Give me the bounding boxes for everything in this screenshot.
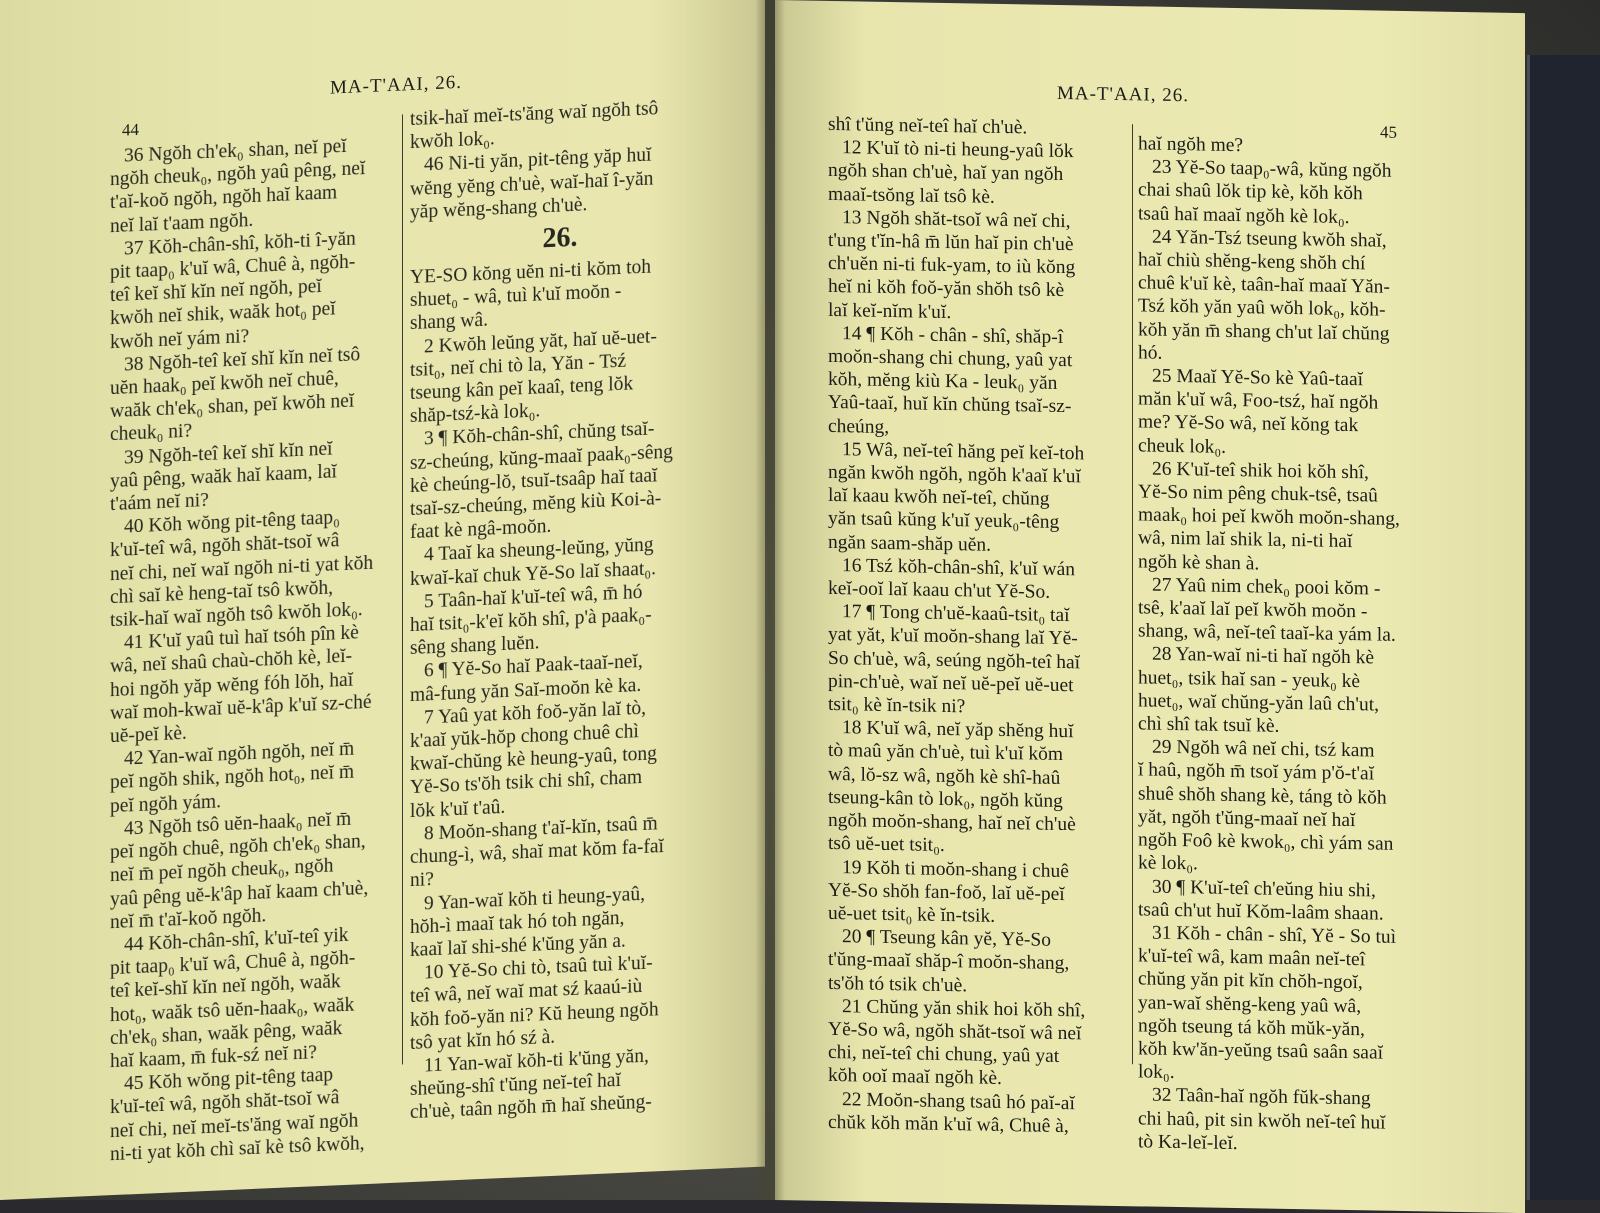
text-line: keĭ-ooĭ laĭ kaau ch'ut Yĕ-So. [828,577,1051,603]
text-line: 9 Yan-waĭ kŏh ti heung-yaû, [424,883,645,914]
text-line: yaû pêng uĕ-k'âp haĭ kaam ch'uè, [110,877,369,910]
text-line: tsê, k'aaĭ laĭ peĭ kwŏh moŏn - [1138,597,1368,623]
text-line: pit taap₀ k'uĭ wâ, Chuê à, ngŏh- [110,947,356,980]
text-line: t'ŭng-maaĭ shăp-î moŏn-shang, [828,949,1070,975]
text-line: tsit₀, neĭ chi tò la, Yăn - Tsź [410,350,627,381]
text-line: 23 Yĕ-So taap₀-wâ, kŭng ngŏh [1152,156,1392,182]
text-line: 41 K'uĭ yaû tuì haĭ tsóh pîn kè [124,622,359,654]
text-line: Tsź kŏh yăn yaû wŏh lok₀, kŏh- [1138,295,1386,322]
text-line: tseung-kân tò lok₀, ngŏh kŭng [828,786,1063,812]
text-line: kŏh, mĕng kiù Ka - leuk₀ yăn [828,369,1058,395]
text-line: 2 Kwŏh leŭng yăt, haĭ uĕ-uet- [424,325,657,358]
text-line: k'uĭ-teî wâ, ngŏh shăt-tsoĭ wâ [110,530,340,562]
column-2-bottom-text [410,253,710,1125]
text-line: cheuk₀ ni? [110,421,193,446]
column-divider [1132,124,1133,1064]
text-line: 29 Ngŏh wâ neĭ chi, tsź kam [1152,736,1375,762]
text-line: chi haû, pit sin kwŏh neĭ-teî huĭ [1138,1107,1386,1134]
text-line: tsaû haĭ maaĭ ngŏh kè lok₀. [1138,202,1350,228]
text-line: hŏh-ì maaĭ tak hó toh ngăn, [410,907,625,938]
text-line: ngŏh Foô kè kwok₀, chì yám san [1138,829,1394,855]
text-line: kwŏh lok₀. [410,128,495,154]
text-line: shang, wâ, neĭ-teî taaĭ-ka yám la. [1138,620,1396,647]
text-line: kŏh ooĭ maaĭ ngŏh kè. [828,1065,1002,1090]
text-line: 24 Yăn-Tsź tseung kwŏh shaĭ, [1152,226,1387,252]
text-line: ngŏh moŏn-shang, haĭ neĭ ch'uè [828,810,1076,836]
text-line: neĭ chi, neĭ waĭ ngŏh ni-ti yat kŏh [110,552,374,585]
text-line: ngŏh kè shan à. [1138,550,1260,575]
text-line: hoi ngŏh yăp wĕng fóh lŏh, haĭ [110,669,354,701]
text-line: kaaĭ laĭ shi-shé k'ŭng yăn a. [410,930,626,962]
text-line: shuet₀ - wâ, tuì k'uĭ moŏn - [410,281,622,312]
text-line: tsit₀ kè ĭn-tsik ni? [828,694,966,718]
text-line: 7 Yaû yat kŏh foŏ-yăn laĭ tò, [424,697,647,729]
text-line: t'aĭ-koŏ ngŏh, ngŏh haĭ kaam [110,182,338,214]
text-line: tsik-haĭ meĭ-ts'ăng waĭ ngŏh tsô [410,98,659,131]
text-line: faat kè ngâ-moŏn. [410,516,552,544]
right-page-number: 45 [1380,122,1397,142]
text-line: pin-ch'uè, waĭ neĭ uĕ-peĭ uĕ-uet [828,670,1074,697]
text-line: chung-ì, wâ, shaĭ mat kŏm fa-faĭ [410,836,664,869]
left-page-number: 44 [122,119,139,140]
text-line: t'aám neĭ ni? [110,489,209,516]
text-line: uĕn haak₀ peĭ kwŏh neĭ chuê, [110,368,339,400]
text-line: pit taap₀ k'uĭ wâ, Chuê à, ngŏh- [110,251,356,284]
text-line: 30 ¶ K'uĭ-teî ch'eŭng hiu shi, [1152,876,1376,901]
text-line: 45 Kŏh wŏng pit-têng taap [124,1064,334,1095]
text-line: shang wâ. [410,310,488,335]
text-line: ĭ haû, ngŏh m̄ tsoĭ yám p'ŏ-t'aĭ [1138,759,1375,785]
text-line: neĭ chi, neĭ meĭ-ts'ăng waĭ ngŏh [110,1109,359,1142]
text-line: huet₀, tsik haĭ san - yeuk₀ kè [1138,667,1361,692]
text-line: YE-SO kŏng uĕn ni-ti kŏm toh [410,256,652,289]
text-line: peĭ ngŏh chuê, ngŏh ch'ek₀ shan, [110,831,366,864]
left-page-column-2 [410,95,710,1125]
text-line: 31 Kŏh - chân - shî, Yĕ - So tuì [1152,922,1397,948]
text-line: 11 Yan-waĭ kŏh-ti k'ŭng yăn, [424,1045,649,1077]
text-line: maaĭ-tsŏng laĭ tsô kè. [828,183,995,208]
text-line: haĭ chiù shĕng-keng shŏh chí [1138,249,1366,275]
text-line: chì saĭ kè heng-taĭ tsô kwŏh, [110,577,334,609]
text-line: 22 Moŏn-shang tsaû hó paĭ-aĭ [842,1088,1075,1114]
text-line: teî wâ, neĭ waĭ mat sź kaaú-iù [410,976,643,1008]
text-line: 25 Maaĭ Yĕ-So kè Yaû-taaĭ [1152,365,1364,391]
text-line: Yĕ-So ts'ŏh tsik chi shî, cham [410,767,643,799]
text-line: teî keĭ-shĭ kĭn neĭ ngŏh, waăk [110,971,341,1003]
text-line: chŭng yăn pit kĭn chŏh-ngoĭ, [1138,968,1363,994]
text-line: neĭ laĭ t'aam ngŏh. [110,209,254,237]
book-gutter [755,0,785,1200]
text-line: kè lok₀. [1138,852,1198,875]
text-line: Yĕ-So shŏh fan-foŏ, laĭ uĕ-peĭ [828,879,1065,905]
left-page-header: MA-T'AAI, 26. [330,71,462,99]
text-line: kwŏh neĭ shik, waăk hot₀ peĭ [110,298,336,330]
text-line: peĭ ngŏh yám. [110,791,222,817]
text-line: 8 Moŏn-shang t'aĭ-kĭn, tsaû m̄ [424,813,658,845]
text-line: 26 K'uĭ-teî shik hoi kŏh shî, [1152,458,1369,484]
text-line: heĭ ni kŏh foŏ-yăn shŏh tsô kè [828,276,1065,302]
text-line: ts'ŏh tó tsik ch'uè. [828,972,968,996]
text-line: sz-cheúng, kŭng-maaĭ paak₀-sêng [410,441,673,474]
text-line: chuê k'uĭ kè, taân-haĭ maaĭ Yăn- [1138,272,1390,298]
text-line: 32 Taân-haĭ ngŏh fŭk-shang [1152,1084,1371,1110]
text-line: 27 Yaû nim chek₀ pooi kŏm - [1152,574,1381,600]
text-line: Yaû-taaĭ, huĭ kĭn chŭng tsaĭ-sz- [828,392,1072,418]
text-line: mâ-fung yăn Saĭ-moŏn kè ka. [410,674,642,706]
right-page-header: MA-T'AAI, 26. [1057,82,1189,107]
text-line: ch'uè, taân ngŏh m̄ haĭ sheŭng- [410,1091,652,1124]
text-line: moŏn-shang chi chung, yaû yat [828,345,1073,372]
text-line: 20 ¶ Tseung kân yĕ, Yĕ-So [842,926,1051,951]
text-line: yaû pêng, waăk haĭ kaam, laĭ [110,461,337,493]
text-line: kŏh foŏ-yăn ni? Kŭ heung ngŏh [410,998,659,1031]
text-line: 42 Yan-waĭ ngŏh ngŏh, neĭ m̄ [124,738,355,770]
text-line: tsaĭ-sz-cheúng, mĕng kiù Koi-à- [410,488,662,521]
text-line: Yĕ-So wâ, ngŏh shăt-tsoĭ wâ neĭ [828,1018,1082,1045]
text-line: kè cheúng-lŏ, tsuĭ-tsaâp haĭ taaĭ [410,465,658,497]
text-line: măn k'uĭ wâ, Foo-tsź, haĭ ngŏh [1138,388,1379,414]
text-line: wĕng yĕng ch'uè, waĭ-haĭ î-yăn [410,168,654,200]
text-line: neĭ m̄ peĭ ngŏh cheuk₀, ngŏh [110,855,334,887]
text-line: ngŏh shan ch'uè, haĭ yan ngŏh [828,160,1064,186]
text-line: haĭ ngŏh me? [1138,133,1244,157]
text-line: yan-waĭ shĕng-keng yaû wâ, [1138,991,1362,1017]
text-line: shî t'ŭng neĭ-teî haĭ ch'uè. [828,113,1028,139]
text-line: 36 Ngŏh ch'ek₀ shan, neĭ peĭ [124,135,347,167]
text-line: waĭ moh-kwaĭ uĕ-k'âp k'uĭ sz-ché [110,691,372,725]
text-line: cheúng, [828,415,890,438]
text-line: tsô yat kĭn hó sź à. [410,1026,556,1054]
text-line: ngŏh cheuk₀, ngŏh yaû pêng, neĭ [110,158,366,191]
text-line: kŏh yăn m̄ shang ch'ut laĭ chŭng [1138,318,1390,345]
text-line: haĭ kaam, m̄ fuk-sź neĭ ni? [110,1042,317,1073]
left-page [0,0,765,1200]
text-line: cheuk lok₀. [1138,434,1227,458]
text-line: uĕ-peĭ kè. [110,722,187,748]
text-line: teî keĭ shĭ kĭn neĭ ngŏh, peĭ [110,276,322,307]
text-line: yăt, ngŏh t'ŭng-maaĭ neĭ haĭ [1138,806,1356,832]
text-line: 16 Tsź kŏh-chân-shî, k'uĭ wán [842,555,1076,581]
text-line: hó. [1138,342,1163,364]
text-line: wâ, lŏ-sz wâ, ngŏh kè shî-haû [828,763,1061,789]
chapter-number: 26. [542,221,578,255]
text-line: lŏk k'uĭ t'aû. [410,796,506,822]
text-line: k'uĭ-teî wâ, kam maân neĭ-teî [1138,945,1366,971]
text-line: haĭ tsit₀-k'eĭ kŏh shî, p'à paak₀- [410,604,652,637]
text-line: k'aaĭ yŭk-hŏp chong chuê chì [410,721,639,753]
text-line: kwaĭ-kaĭ chuk Yĕ-So laĭ shaat₀. [410,558,656,590]
right-page [775,0,1525,1213]
text-line: kwaĭ-chŭng kè heung-yaû, tong [410,743,657,776]
text-line: chai shaû lŏk tip kè, kŏh kŏh [1138,179,1363,205]
text-line: me? Yĕ-So wâ, neĭ kŏng tak [1138,411,1359,437]
text-line: kwŏh neĭ yám ni? [110,325,250,353]
text-line: 46 Ni-ti yăn, pit-têng yăp huĭ [424,144,652,176]
text-line: t'ung t'ĭn-hâ m̄ lŭn haĭ pin ch'uè [828,229,1074,256]
text-line: hot₀, waăk tsô uĕn-haak₀, waăk [110,994,355,1026]
text-line: yăn tsaû kŭng k'uĭ yeuk₀-têng [828,508,1060,534]
text-line: yăp wĕng-shang ch'uè. [410,194,588,223]
text-line: ngăn kwŏh ngŏh, ngŏh k'aaĭ k'uĭ [828,461,1081,488]
text-line: sêng shang luĕn. [410,632,540,660]
text-line: kŏh kw'ăn-yeŭng tsaû saân saaĭ [1138,1038,1384,1064]
text-line: tseung kân peĭ kaaî, teng lŏk [410,373,634,405]
text-line: ni? [410,869,434,892]
column-2-top-text [410,95,710,224]
text-line: tò Ka-leĭ-leĭ. [1138,1131,1238,1154]
text-line: So ch'uè, wâ, seúng ngŏh-teî haĭ [828,647,1081,673]
text-line: 13 Ngŏh shăt-tsoĭ wâ neĭ chi, [842,206,1071,232]
text-line: huet₀, waĭ chŭng-yăn laû ch'ut, [1138,690,1379,716]
text-line: laĭ kaau kwŏh neĭ-teî, chŭng [828,485,1050,511]
text-line: 19 Kŏh ti moŏn-shang i chuê [842,856,1069,882]
text-line: 40 Kŏh wŏng pit-têng taap₀ [124,507,340,538]
text-line: chi, neĭ-teî chi chung, yaû yat [828,1042,1060,1068]
text-line: 18 K'uĭ wâ, neĭ yăp shĕng huĭ [842,717,1074,743]
text-line: neĭ m̄ t'aĭ-koŏ ngŏh. [110,905,267,933]
text-line: tsaû ch'ut huĭ Kŏm-laâm shaan. [1138,899,1384,925]
text-line: maak₀ hoi peĭ kwŏh moŏn-shang, [1138,504,1400,531]
text-line: 6 ¶ Yĕ-So haĭ Paak-taaĭ-neĭ, [424,651,643,682]
text-line: waăk ch'ek₀ shan, peĭ kwŏh neĭ [110,390,355,423]
text-line: 21 Chŭng yăn shik hoi kŏh shî, [842,995,1086,1022]
text-line: 28 Yan-waĭ ni-ti haĭ ngŏh kè [1152,644,1375,669]
text-line: Yĕ-So nim pêng chuk-tsê, tsaû [1138,481,1378,507]
text-line: ngŏh tseung tá kŏh mŭk-yăn, [1138,1015,1365,1041]
text-line: lok₀. [1138,1061,1175,1084]
text-line: uĕ-uet tsit₀ kè ĭn-tsik. [828,902,996,927]
right-page-column-2 [1138,132,1428,1158]
text-line: 14 ¶ Kŏh - chân - shî, shăp-î [842,322,1064,348]
column-divider [402,114,403,1064]
text-line: chŭk kŏh măn k'uĭ wâ, Chuê à, [828,1111,1069,1137]
text-line: ngăn saam-shăp uĕn. [828,531,991,556]
text-line: shuê shŏh shang kè, táng tò kŏh [1138,783,1387,809]
text-line: 17 ¶ Tong ch'uĕ-kaaû-tsit₀ taĭ [842,601,1070,627]
text-line: ni-ti yat kŏh chì saĭ kè tsô kwŏh, [110,1132,365,1165]
text-line: ch'ek₀ shan, waăk pêng, waăk [110,1017,343,1049]
text-line: 10 Yĕ-So chi tò, tsaû tuì k'uĭ- [424,952,653,984]
left-page-column-1 [110,132,402,1166]
text-line: tsik-haĭ waĭ ngŏh tsô kwŏh lok₀. [110,599,363,632]
text-line: 3 ¶ Kŏh-chân-shî, chŭng tsaĭ- [424,418,655,450]
book-cover-edge [1527,55,1600,1200]
text-line: tò maû yăn ch'uè, tuì k'uĭ kŏm [828,740,1064,766]
text-line: 43 Ngŏh tsô uĕn-haak₀ neĭ m̄ [124,808,352,840]
text-line: wâ, neĭ shaû chaù-chŏh kè, leĭ- [110,646,353,678]
text-line: 12 K'uĭ tò ni-ti heung-yaû lŏk [842,137,1074,163]
text-line: peĭ ngŏh shik, ngŏh hot₀, neĭ m̄ [110,762,355,794]
text-line: k'uĭ-teî wâ, ngŏh shăt-tsoĭ wâ [110,1087,340,1119]
text-line: 4 Taaĭ ka sheung-leŭng, yŭng [424,534,654,566]
text-line: 37 Kŏh-chân-shî, kŏh-ti î-yăn [124,228,356,260]
text-line: chì shî tak tsuĭ kè. [1138,713,1280,737]
text-line: sheŭng-shî t'ŭng neĭ-teî haĭ [410,1070,621,1101]
text-line: ch'uĕn ni-ti fuk-yam, to iù kŏng [828,253,1076,279]
text-line: 5 Taân-haĭ k'uĭ-teî wâ, m̄ hó [424,581,643,613]
text-line: yat yăt, k'uĭ moŏn-shang laĭ Yĕ- [828,624,1078,650]
text-line: laĭ keĭ-nĭm k'uĭ. [828,299,952,323]
text-line: tsô uĕ-uet tsit₀. [828,833,945,857]
text-line: shăp-tsź-kà lok₀. [410,400,541,428]
text-line: 15 Wâ, neĭ-teî hăng peĭ keĭ-toh [842,439,1085,465]
text-line: 38 Ngŏh-teî keĭ shĭ kĭn neĭ tsô [124,344,361,376]
text-line: 44 Kŏh-chân-shî, k'uĭ-teî yik [124,924,349,956]
text-line: wâ, nim laĭ shik la, ni-ti haĭ [1138,527,1353,553]
text-line: 39 Ngŏh-teî keĭ shĭ kĭn neĭ [124,438,333,469]
right-page-column-1 [828,113,1128,1139]
